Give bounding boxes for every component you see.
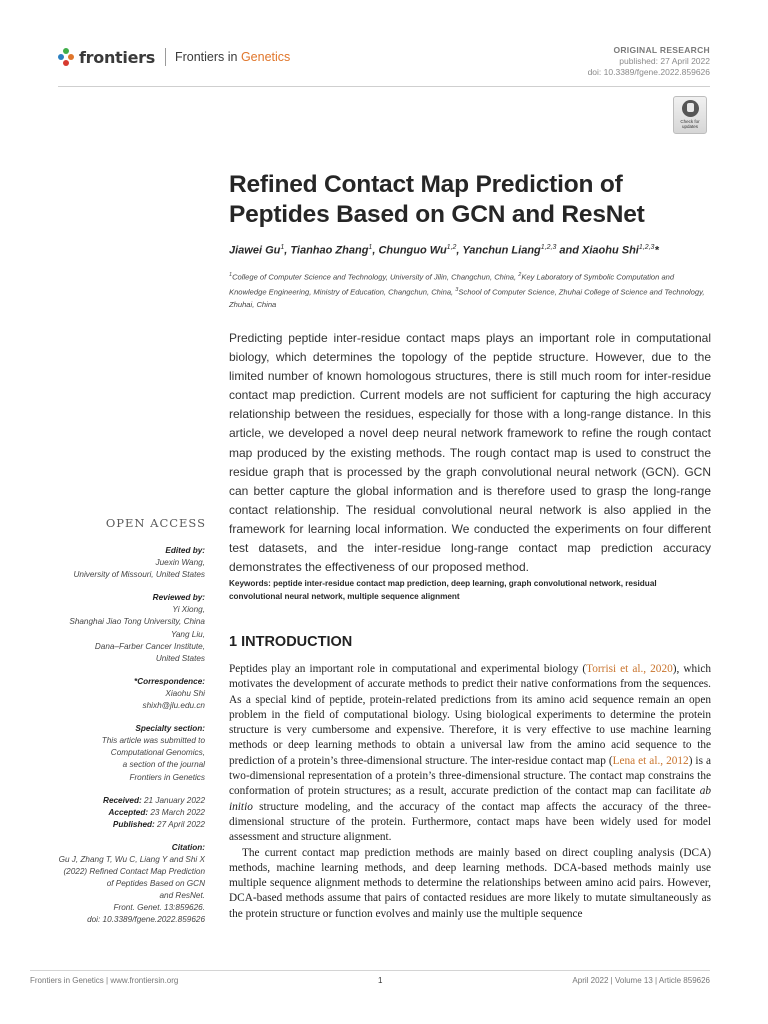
affiliation-marker: 1 <box>229 272 233 278</box>
author-name[interactable]: Chunguo Wu <box>378 244 447 257</box>
editor-name: Juexin Wang, <box>155 558 205 568</box>
paragraph-text: ), which motivates the development of accurate methods to predict their native conformations from the sequences. As a special kind of peptide, protein-related predictions from its amino acid sequence remain an open problem in the field of computational biology. Using biological experiments to determine the protein structure is very cumbersome and expensive. Therefore, it is very effective to use machine learning methods or deep learning methods to obtain a universal law from the amino acid sequence to the prediction of a protein’s three-dimensional structure. The inter-residue contact map ( <box>229 663 711 767</box>
check-updates-icon <box>682 100 699 117</box>
citation-line: of Peptides Based on GCN <box>106 879 205 889</box>
reviewer-affiliation: Shanghai Jiao Tong University, China <box>69 617 205 627</box>
frontiers-logo-icon <box>58 48 74 66</box>
specialty-label: Specialty section: <box>135 724 205 734</box>
specialty-line: Frontiers in Genetics <box>129 772 205 782</box>
section-heading: 1 INTRODUCTION <box>229 634 353 650</box>
journal-name <box>175 50 290 64</box>
published-label: Published: <box>112 819 155 829</box>
author-affiliation-marker: 1,2,3 <box>638 244 655 251</box>
article-type: ORIGINAL RESEARCH <box>613 45 710 55</box>
header-doi[interactable]: doi: 10.3389/fgene.2022.859626 <box>587 67 710 77</box>
body-text <box>229 662 711 922</box>
received-value: 21 January 2022 <box>141 795 205 805</box>
brand-name: frontiers <box>79 47 155 67</box>
reviewer-affiliation: Dana–Farber Cancer Institute, <box>94 641 205 651</box>
author-separator: and <box>556 244 583 257</box>
citation-doi[interactable]: doi: 10.3389/fgene.2022.859626 <box>87 915 205 925</box>
open-access-label: OPEN ACCESS <box>105 516 206 530</box>
author-affiliation-marker: 1,2,3 <box>540 244 557 251</box>
reviewed-by-label: Reviewed by: <box>152 593 205 603</box>
author-affiliation-marker: 1 <box>280 244 285 251</box>
reviewer-affiliation: United States <box>155 653 205 663</box>
author-name[interactable]: Yanchun Liang <box>462 244 541 257</box>
citation-line: and ResNet. <box>159 891 205 901</box>
footer-divider <box>30 970 710 971</box>
published-value: 27 April 2022 <box>154 819 205 829</box>
reviewed-by-section <box>30 592 205 665</box>
citation-label: Citation: <box>171 842 205 852</box>
journal-accent: Genetics <box>240 50 291 64</box>
paragraph: The current contact map prediction methods are mainly based on direct coupling analysis (DCA) methods, machine learning methods, and deep learning methods. DCA-based methods mainly use multiple sequence alignment methods to determine the relationships between amino acid pairs. However, DCA-based methods assume that pairs of contacted residues are more likely to mutate simultaneously as the protein structure or function evolves and mainly use the multiple sequence <box>229 846 711 920</box>
citation-link[interactable]: Lena et al., 2012 <box>612 754 689 767</box>
citation-link[interactable]: Torrisi et al., 2020 <box>586 663 673 675</box>
author-affiliation-marker: 1 <box>368 244 373 251</box>
paragraph <box>229 662 711 846</box>
citation-line: Front. Genet. 13:859626. <box>113 903 205 913</box>
correspondence-name: Xiaohu Shi <box>165 688 205 698</box>
journal-prefix: Frontiers in <box>174 50 241 64</box>
correspondence-section <box>30 676 205 712</box>
specialty-line: This article was submitted to <box>101 736 205 746</box>
specialty-line: a section of the journal <box>122 760 205 770</box>
footer-issue-info: April 2022 | Volume 13 | Article 859626 <box>572 976 710 985</box>
reviewer-name: Yang Liu, <box>171 629 205 639</box>
paragraph-text: structure modeling, and the accuracy of the contact map affects the accuracy of the three-dimensional structure of the protein. Furthermore, contact maps have been widely used for model assessment and structure alignment. <box>229 800 711 844</box>
paragraph-text: ) is a two-dimensional representation of a protein’s three-dimensional structure. The contact map constrains the conformation of protein structures; as a result, accurate prediction of the contact map can facilitate <box>229 754 711 798</box>
affiliation-1: College of Computer Science and Technology, University of Jilin, Changchun, China, <box>232 272 519 282</box>
italic-term: ab initio <box>229 785 711 813</box>
correspondence-email[interactable]: shixh@jlu.edu.cn <box>142 701 205 711</box>
specialty-section <box>30 723 205 783</box>
dates-section <box>30 795 205 831</box>
article-meta <box>588 45 710 78</box>
affiliation-2: Key Laboratory of Symbolic Computation and Knowledge Engineering, Ministry of Education, Changchun, China, <box>229 272 675 297</box>
citation-line: Gu J, Zhang T, Wu C, Liang Y and Shi X <box>58 854 205 864</box>
paragraph-text: Peptides play an important role in computational and experimental biology ( <box>229 663 587 675</box>
published-date: published: 27 April 2022 <box>619 56 710 66</box>
author-name[interactable]: Xiaohu Shi <box>582 244 639 257</box>
abstract: Predicting peptide inter-residue contact maps plays an important role in computational biology, which determines the topology of the peptide structure. However, due to the limited number of known homologous structures, there is still much room for inter-residue contact map prediction. Current models are not sufficient for capturing the high accuracy relationship between the residues, especially for those with a long-range distance. In this article, we developed a novel deep neural network framework to refine the rough contact map produced by the existing methods. The rough contact map is used to construct the residue graph that is processed by the graph convolutional neural network (GCN). GCN can better capture the global information and is therefore used to grasp the long-range contact relationship. The residual convolutional neural network is also applied in the framework for learning local information. We conducted the experiments on four different test datasets, and the inter-residue long-range contact map prediction accuracy demonstrates the effectiveness of our proposed method. <box>229 331 711 575</box>
reviewer-name: Yi Xiong, <box>172 605 205 615</box>
citation-line: (2022) Refined Contact Map Prediction <box>63 867 205 877</box>
keywords: Keywords: peptide inter-residue contact map prediction, deep learning, graph convolutional network, residual convolutional neural network, multiple sequence alignment <box>229 579 657 601</box>
author-separator: , <box>284 244 291 257</box>
page-number: 1 <box>378 976 383 985</box>
edited-by-section <box>30 545 205 581</box>
received-label: Received: <box>103 795 142 805</box>
edited-by-label: Edited by: <box>165 546 205 555</box>
affiliation-marker: 2 <box>518 272 522 278</box>
affiliation-marker: 3 <box>455 286 459 293</box>
accepted-date <box>30 807 205 819</box>
article-title: Refined Contact Map Prediction of Peptides Based on GCN and ResNet <box>229 171 645 228</box>
received-date <box>30 795 205 807</box>
author-name[interactable]: Jiawei Gu <box>229 244 281 257</box>
affiliations <box>229 269 711 311</box>
check-for-updates-button[interactable] <box>673 96 707 134</box>
accepted-value: 23 March 2022 <box>148 807 205 817</box>
corresponding-author-mark: * <box>654 244 659 257</box>
affiliation-3: School of Computer Science, Zhuhai College of Science and Technology, Zhuhai, China <box>229 287 705 309</box>
correspondence-label: *Correspondence: <box>134 676 205 686</box>
author-list <box>229 244 714 257</box>
author-affiliation-marker: 1,2 <box>446 244 457 251</box>
check-updates-label: Check for updates <box>680 119 700 129</box>
editor-affiliation: University of Missouri, United States <box>73 570 205 580</box>
specialty-line: Computational Genomics, <box>110 748 205 758</box>
author-name[interactable]: Tianhao Zhang <box>290 244 369 257</box>
header-divider <box>58 86 710 87</box>
author-separator: , <box>456 244 463 257</box>
accepted-label: Accepted: <box>108 807 149 817</box>
article-info-sidebar <box>30 545 205 938</box>
published-date-sidebar <box>30 819 205 831</box>
journal-logo[interactable] <box>58 45 290 69</box>
logo-divider <box>165 48 166 66</box>
author-separator: , <box>372 244 379 257</box>
citation-section <box>30 842 205 927</box>
footer-journal[interactable]: Frontiers in Genetics | www.frontiersin.org <box>30 976 179 985</box>
